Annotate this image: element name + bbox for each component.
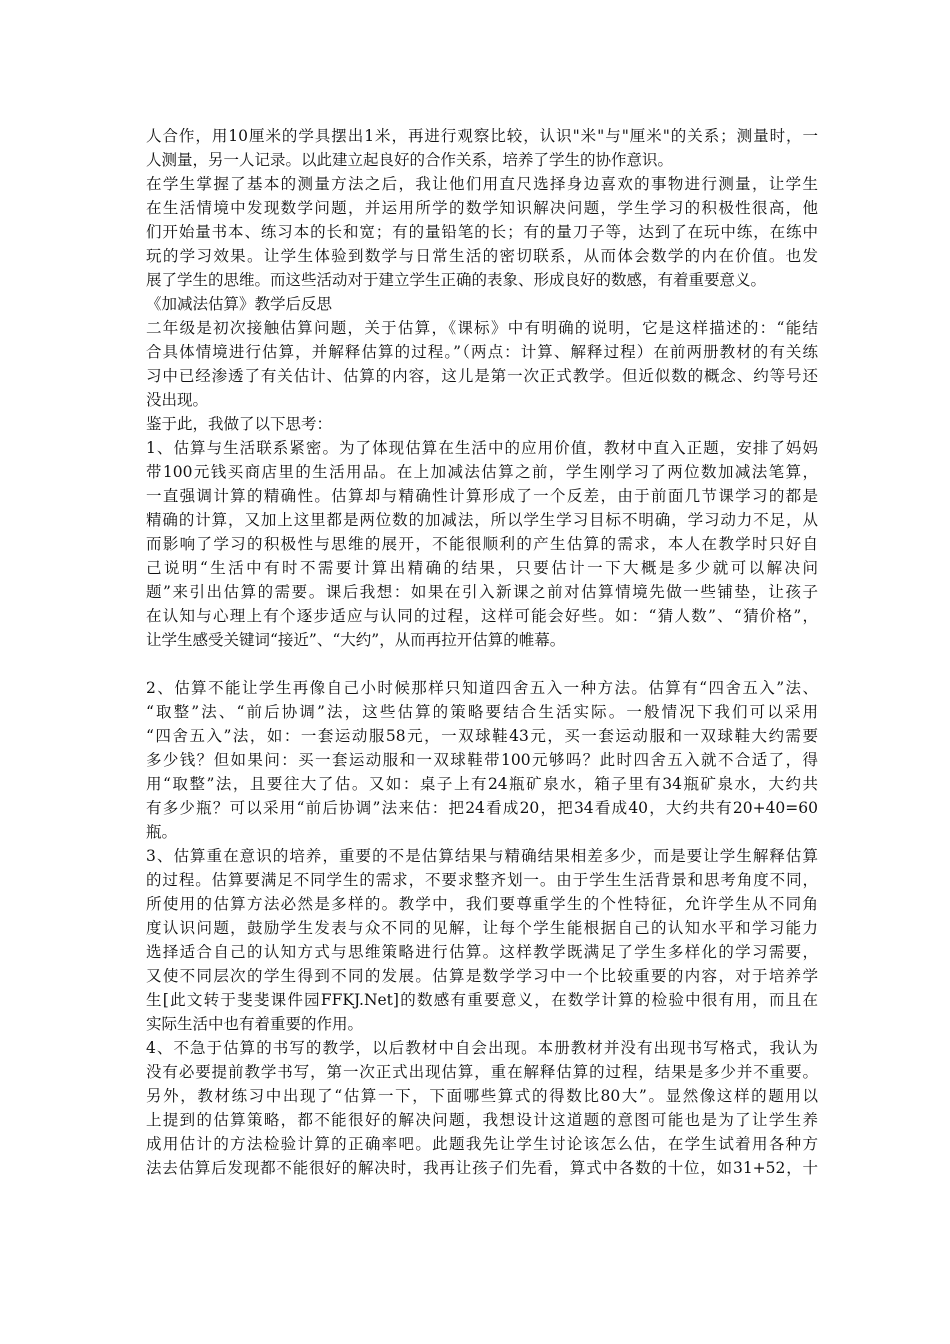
text-line: 题”来引出估算的需要。课后我想：如果在引入新课之前对估算情境先做一些铺垫，让孩子 <box>146 583 818 601</box>
text-line: 二年级是初次接触估算问题，关于估算，《课标》中有明确的说明，它是这样描述的：“能结 <box>146 319 818 337</box>
text-line: 人合作，用10厘米的学具摆出1米，再进行观察比较，认识"米"与"厘米"的关系；测量时，一 <box>146 127 818 145</box>
text-line: 另外，教材练习中出现了“估算一下，下面哪些算式的得数比80大”。显然像这样的题用以 <box>146 1087 818 1105</box>
text-line: 精确的计算，又加上这里都是两位数的加减法，所以学生学习目标不明确，学习动力不足，从 <box>146 511 818 529</box>
text-line: 己说明“生活中有时不需要计算出精确的结果，只要估计一下大概是多少就可以解决问 <box>146 559 818 577</box>
text-line: 的过程。估算要满足不同学生的需求，不要求整齐划一。由于学生生活背景和思考角度不同， <box>146 871 818 889</box>
text-line: 4、不急于估算的书写的教学，以后教材中自会出现。本册教材并没有出现书写格式，我认为 <box>146 1039 818 1057</box>
text-line: 生[此文转于斐斐课件园FFKJ.Net]的数感有重要意义，在数学计算的检验中很有用，而且在 <box>146 991 818 1009</box>
text-line: 又使不同层次的学生得到不同的发展。估算是数学学习中一个比较重要的内容，对于培养学 <box>146 967 818 985</box>
text-line: 们开始量书本、练习本的长和宽；有的量铅笔的长；有的量刀子等，达到了在玩中练，在练中 <box>146 223 818 241</box>
blank-line <box>146 652 818 676</box>
text-line: 合具体情境进行估算，并解释估算的过程。”（两点：计算、解释过程）在前两册教材的有关练 <box>146 343 818 361</box>
text-line: “取整”法、“前后协调”法，这些估算的策略要结合生活实际。一般情况下我们可以采用 <box>146 703 818 721</box>
section-title: 《加减法估算》教学后反思 <box>146 295 333 313</box>
text-line: 人测量，另一人记录。以此建立起良好的合作关系，培养了学生的协作意识。 <box>146 151 674 169</box>
text-line: 让学生感受关键词“接近”、“大约”，从而再拉开估算的帷幕。 <box>146 631 566 649</box>
text-line: 一直强调计算的精确性。估算却与精确性计算形成了一个反差，由于前面几节课学习的都是 <box>146 487 818 505</box>
text-line: 带100元钱买商店里的生活用品。在上加减法估算之前，学生刚学习了两位数加减法笔算， <box>146 463 818 481</box>
text-line: “四舍五入”法，如：一套运动服58元，一双球鞋43元，买一套运动服和一双球鞋大约需要 <box>146 727 818 745</box>
text-line: 在学生掌握了基本的测量方法之后，我让他们用直尺选择身边喜欢的事物进行测量，让学生 <box>146 175 818 193</box>
text-line: 鉴于此，我做了以下思考： <box>146 415 333 433</box>
text-line: 选择适合自己的认知方式与思维策略进行估算。这样教学既满足了学生多样化的学习需要， <box>146 943 818 961</box>
text-line: 有多少瓶？可以采用“前后协调”法来估：把24看成20，把34看成40，大约共有20+40=60 <box>146 799 818 817</box>
text-line: 用“取整”法，且要往大了估。又如：桌子上有24瓶矿泉水，箱子里有34瓶矿泉水，大约共 <box>146 775 818 793</box>
text-line: 习中已经渗透了有关估计、估算的内容，这儿是第一次正式教学。但近似数的概念、约等号还 <box>146 367 818 385</box>
text-line: 没出现。 <box>146 391 209 409</box>
text-line: 度认识问题，鼓励学生发表与众不同的见解，让每个学生能根据自己的认知水平和学习能力 <box>146 919 818 937</box>
text-line: 展了学生的思维。而这些活动对于建立学生正确的表象、形成良好的数感，有着重要意义。 <box>146 271 767 289</box>
text-line: 3、估算重在意识的培养，重要的不是估算结果与精确结果相差多少，而是要让学生解释估算 <box>146 847 818 865</box>
text-line: 在认知与心理上有个逐步适应与认同的过程，这样可能会好些。如：“猜人数”、“猜价格”， <box>146 607 818 625</box>
text-line: 实际生活中也有着重要的作用。 <box>146 1015 364 1033</box>
text-line: 而影响了学习的积极性与思维的展开，不能很顺利的产生估算的需求，本人在教学时只好自 <box>146 535 818 553</box>
text-line: 1、估算与生活联系紧密。为了体现估算在生活中的应用价值，教材中直入正题，安排了妈妈 <box>146 439 818 457</box>
text-line: 法去估算后发现都不能很好的解决时，我再让孩子们先看，算式中各数的十位，如31+52，十 <box>146 1159 818 1177</box>
text-line: 所使用的估算方法必然是多样的。教学中，我们要尊重学生的个性特征，允许学生从不同角 <box>146 895 818 913</box>
text-line: 瓶。 <box>146 823 178 841</box>
text-line: 玩的学习效果。让学生体验到数学与日常生活的密切联系，从而体会数学的内在价值。也发 <box>146 247 818 265</box>
text-line: 成用估计的方法检验计算的正确率吧。此题我先让学生讨论该怎么估，在学生试着用各种方 <box>146 1135 818 1153</box>
text-line: 多少钱？但如果问：买一套运动服和一双球鞋带100元够吗？此时四舍五入就不合适了，得 <box>146 751 818 769</box>
text-line: 没有必要提前教学书写，第一次正式出现估算，重在解释估算的过程，结果是多少并不重要。 <box>146 1063 818 1081</box>
text-line: 在生活情境中发现数学问题，并运用所学的数学知识解决问题，学生学习的积极性很高，他 <box>146 199 818 217</box>
text-line: 上提到的估算策略，都不能很好的解决问题，我想设计这道题的意图可能也是为了让学生养 <box>146 1111 818 1129</box>
text-line: 2、估算不能让学生再像自己小时候那样只知道四舍五入一种方法。估算有“四舍五入”法、 <box>146 679 818 697</box>
document-page <box>146 124 818 1180</box>
